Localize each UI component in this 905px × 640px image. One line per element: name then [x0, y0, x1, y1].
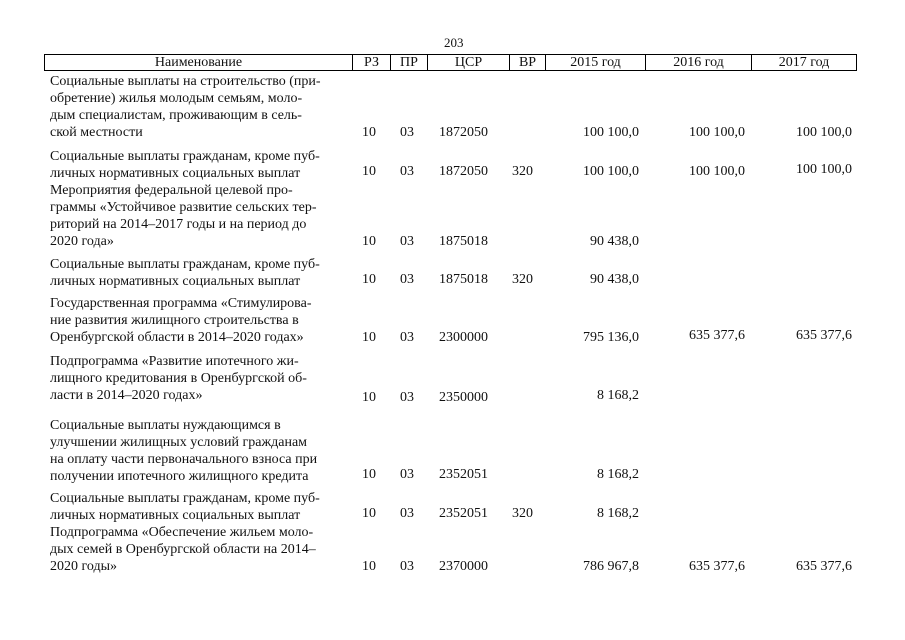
- row-2017: 635 377,6: [796, 328, 852, 343]
- row-pr: 03: [400, 390, 414, 405]
- row-pr: 03: [400, 467, 414, 482]
- row-name-line: получении ипотечного жилищного кредита: [50, 469, 309, 484]
- row-2015: 90 438,0: [590, 234, 639, 249]
- row-pr: 03: [400, 164, 414, 179]
- row-rz: 10: [362, 272, 376, 287]
- row-2017: 635 377,6: [796, 559, 852, 574]
- header-vr: ВР: [510, 55, 546, 70]
- row-csr: 1872050: [439, 164, 488, 179]
- row-name-line: Государственная программа «Стимулирова-: [50, 296, 312, 311]
- row-pr: 03: [400, 234, 414, 249]
- row-name-line: ние развития жилищного строительства в: [50, 313, 299, 328]
- header-csr: ЦСР: [428, 55, 510, 70]
- header-2017: 2017 год: [778, 55, 830, 70]
- row-name-line: ласти в 2014–2020 годах»: [50, 388, 203, 403]
- row-csr: 2352051: [439, 467, 488, 482]
- row-2017: 100 100,0: [796, 162, 852, 177]
- row-rz: 10: [362, 559, 376, 574]
- row-name-line: Социальные выплаты нуждающимся в: [50, 418, 281, 433]
- row-2015: 786 967,8: [583, 559, 639, 574]
- row-name-line: Социальные выплаты на строительство (при-: [50, 74, 321, 89]
- row-csr: 1875018: [439, 272, 488, 287]
- row-name-line: 2020 годы»: [50, 559, 118, 574]
- row-rz: 10: [362, 390, 376, 405]
- header-pr: ПР: [391, 55, 428, 70]
- row-name-line: Социальные выплаты гражданам, кроме пуб-: [50, 257, 320, 272]
- row-2015: 100 100,0: [583, 164, 639, 179]
- row-name-line: риторий на 2014–2017 годы и на период до: [50, 217, 307, 232]
- row-name-line: лищного кредитования в Оренбургской об-: [50, 371, 307, 386]
- row-2015: 90 438,0: [590, 272, 639, 287]
- row-rz: 10: [362, 164, 376, 179]
- row-name-line: ской местности: [50, 125, 143, 140]
- row-name-line: 2020 года»: [50, 234, 114, 249]
- row-pr: 03: [400, 559, 414, 574]
- row-pr: 03: [400, 330, 414, 345]
- row-vr: 320: [512, 164, 533, 179]
- row-vr: 320: [512, 272, 533, 287]
- row-2016: 635 377,6: [689, 328, 745, 343]
- row-2015: 8 168,2: [597, 388, 639, 403]
- row-csr: 2300000: [439, 330, 488, 345]
- row-csr: 2370000: [439, 559, 488, 574]
- row-rz: 10: [362, 125, 376, 140]
- row-2016: 100 100,0: [689, 164, 745, 179]
- row-rz: 10: [362, 467, 376, 482]
- row-2015: 100 100,0: [583, 125, 639, 140]
- header-name: Наименование: [45, 55, 353, 70]
- row-name-line: Социальные выплаты гражданам, кроме пуб-: [50, 491, 320, 506]
- row-name-line: Мероприятия федеральной целевой про-: [50, 183, 293, 198]
- row-name-line: обретение) жилья молодым семьям, моло-: [50, 91, 303, 106]
- row-name-line: Подпрограмма «Обеспечение жильем моло-: [50, 525, 314, 540]
- row-csr: 2352051: [439, 506, 488, 521]
- row-name-line: граммы «Устойчивое развитие сельских тер-: [50, 200, 317, 215]
- header-2016: 2016 год: [646, 55, 752, 70]
- row-pr: 03: [400, 506, 414, 521]
- row-2017: 100 100,0: [796, 125, 852, 140]
- row-pr: 03: [400, 125, 414, 140]
- row-rz: 10: [362, 506, 376, 521]
- header-rz: РЗ: [353, 55, 391, 70]
- row-name-line: личных нормативных социальных выплат: [50, 274, 301, 289]
- row-2016: 635 377,6: [689, 559, 745, 574]
- row-name-line: дым специалистам, проживающим в сель-: [50, 108, 302, 123]
- row-pr: 03: [400, 272, 414, 287]
- row-name-line: Подпрограмма «Развитие ипотечного жи-: [50, 354, 299, 369]
- table-header: [44, 54, 857, 71]
- row-csr: 2350000: [439, 390, 488, 405]
- row-name-line: личных нормативных социальных выплат: [50, 166, 301, 181]
- row-name-line: дых семей в Оренбургской области на 2014–: [50, 542, 316, 557]
- row-name-line: улучшении жилищных условий гражданам: [50, 435, 308, 450]
- row-vr: 320: [512, 506, 533, 521]
- row-2016: 100 100,0: [689, 125, 745, 140]
- row-csr: 1872050: [439, 125, 488, 140]
- row-name-line: личных нормативных социальных выплат: [50, 508, 301, 523]
- row-name-line: Социальные выплаты гражданам, кроме пуб-: [50, 149, 320, 164]
- row-2015: 8 168,2: [597, 467, 639, 482]
- row-2015: 8 168,2: [597, 506, 639, 521]
- row-name-line: Оренбургской области в 2014–2020 годах»: [50, 330, 304, 345]
- page-number: 203: [444, 35, 464, 50]
- row-name-line: на оплату части первоначального взноса при: [50, 452, 318, 467]
- row-csr: 1875018: [439, 234, 488, 249]
- row-rz: 10: [362, 330, 376, 345]
- row-2015: 795 136,0: [583, 330, 639, 345]
- row-rz: 10: [362, 234, 376, 249]
- header-2015: 2015 год: [546, 55, 646, 70]
